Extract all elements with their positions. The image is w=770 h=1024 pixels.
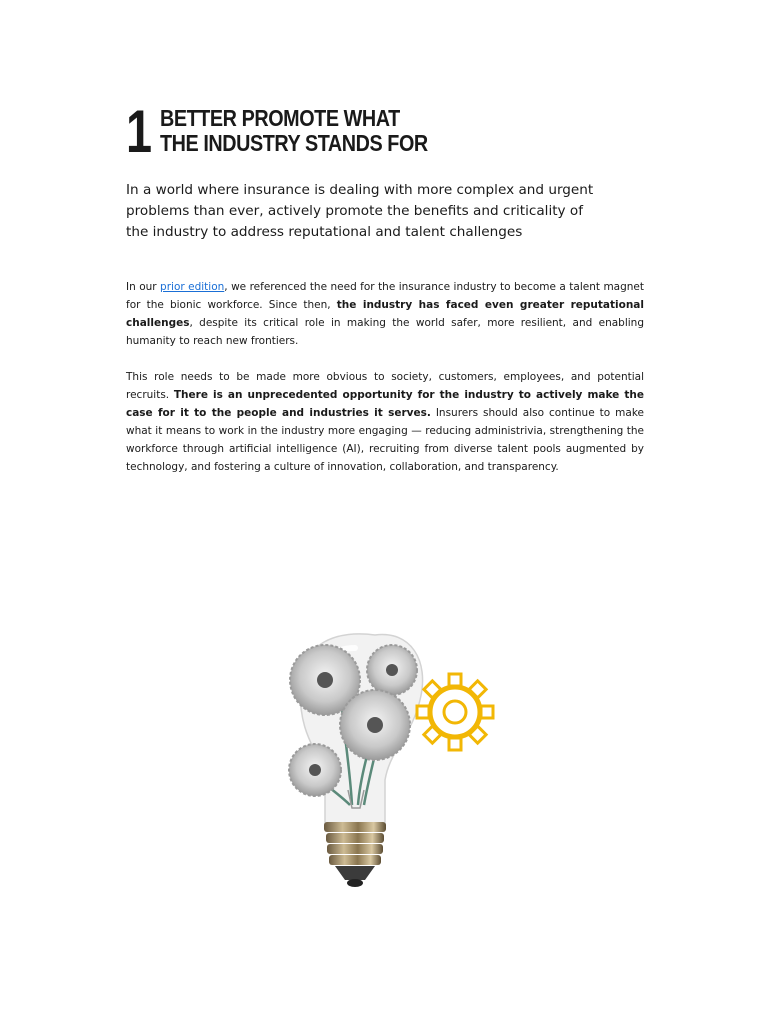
lightbulb-gears-icon	[280, 630, 510, 900]
section-header	[126, 98, 460, 165]
paragraph-1	[126, 278, 644, 350]
lightbulb-gears-illustration	[280, 630, 510, 900]
paragraph-2-post: Insurers should also continue to make what it means to work in the industry more engaging — reducing administrivia, strengthening the workforce through artificial intelligence (AI), recruiting from diverse talent pools augmented by technology, and fostering a culture of innovation, collaboration, and transparency.	[126, 407, 645, 473]
paragraph-2-pre: This role needs to be made more obvious to society, customers, employees, and potential recruits.	[126, 371, 644, 401]
section-title	[160, 105, 428, 156]
paragraph-1-mid: , we referenced the need for the insurance industry to become a talent magnet for the bionic workforce. Since then,	[126, 281, 645, 311]
paragraph-2-bold: There is an unprecedented opportunity for the industry to actively make the case for it to the people and industries it serves.	[126, 389, 644, 419]
gear-icon-3	[340, 690, 410, 760]
section-subheading: In a world where insurance is dealing with more complex and urgent problems than ever, actively promote the benefits and criticality of the industry to address reputational and talent challenges	[126, 182, 594, 240]
section-number: 1	[126, 98, 151, 165]
section-title-line-1: BETTER PROMOTE WHAT	[160, 105, 400, 131]
gear-icon-2	[367, 645, 417, 695]
body-copy	[126, 278, 644, 494]
paragraph-2	[126, 368, 644, 476]
section-title-line-2: THE INDUSTRY STANDS FOR	[160, 130, 428, 156]
paragraph-1-post: , despite its critical role in making the world safer, more resilient, and enabling humanity to reach new frontiers.	[126, 317, 644, 347]
gear-icon-4	[289, 744, 341, 796]
yellow-gear-icon	[417, 674, 493, 750]
paragraph-1-bold: the industry has faced even greater reputational challenges	[126, 299, 644, 329]
prior-edition-link[interactable]: prior edition	[160, 281, 225, 293]
bulb-base	[324, 822, 386, 887]
paragraph-1-pre: In our	[126, 281, 161, 293]
